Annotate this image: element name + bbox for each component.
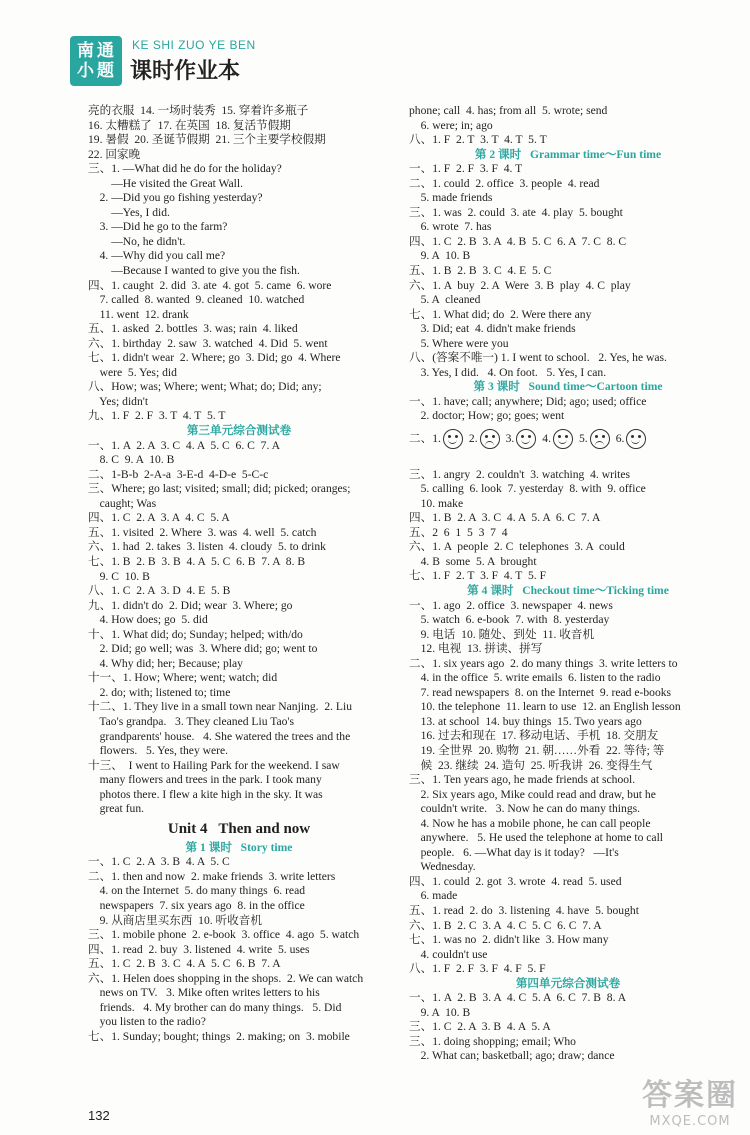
answer-line: 亮的衣服 14. 一场时装秀 15. 穿着许多瓶子 (88, 104, 309, 117)
answer-line: 七、1. Sunday; bought; things 2. making; on 3. mobile (88, 1029, 350, 1043)
answer-line: —He visited the Great Wall. (88, 176, 244, 190)
answer-line: phone; call 4. has; from all 5. wrote; send (409, 104, 608, 117)
answer-line: 四、1. B 2. A 3. C 4. A 5. A 6. C 7. A (409, 511, 601, 525)
smile-face-icon (516, 429, 536, 449)
answer-line: 三、1. mobile phone 2. e-book 3. office 4. ago 5. watch (88, 928, 360, 942)
answer-line: 9. 从商店里买东西 10. 听收音机 (88, 913, 262, 927)
answer-line: 六、1. birthday 2. saw 3. watched 4. Did 5. went (88, 336, 328, 350)
answer-line: 7. called 8. wanted 9. cleaned 10. watched (88, 293, 305, 307)
section-title: 第 4 课时 Checkout time～Ticking time (467, 583, 669, 597)
book-header (70, 30, 370, 90)
answer-line: 八、1. F 2. F 3. F 4. F 5. F (409, 962, 546, 976)
answer-line: 三、1. angry 2. couldn't 3. watching 4. writes (409, 467, 631, 481)
answer-line: 4. on the Internet 5. do many things 6. read (88, 884, 306, 898)
answer-line: 4. couldn't use (409, 947, 488, 961)
answer-line: 13. at school 14. buy things 15. Two years ago (409, 714, 642, 728)
answer-line: 6. were; in; ago (409, 118, 493, 132)
watermark-text: 答案圈 (642, 1078, 738, 1113)
answer-line: you listen to the radio? (88, 1015, 206, 1029)
answer-line: 一、1. A 2. B 3. A 4. C 5. A 6. C 7. B 8. A (409, 991, 627, 1005)
answer-line: —Yes, I did. (88, 205, 170, 219)
section-title: 第 2 课时 Grammar time～Fun time (474, 147, 662, 161)
answer-line: 5. calling 6. look 7. yesterday 8. with 9. office (409, 482, 646, 496)
answer-line: 5. Where were you (409, 336, 509, 350)
answer-line: 16. 过去和现在 17. 移动电话、手机 18. 交朋友 (409, 729, 659, 743)
unit-heading: Unit 4 Then and now (167, 820, 311, 837)
answer-line: great fun. (88, 802, 145, 816)
answer-line: people. 6. —What day is it today? —It's (409, 845, 619, 859)
answer-line: caught; Was (88, 496, 157, 510)
answer-line: 2. —Did you go fishing yesterday? (88, 191, 263, 205)
answer-line: 4. Why did; her; Because; play (88, 656, 243, 670)
answer-line: 十、1. What did; do; Sunday; helped; with/do (88, 627, 303, 641)
answer-line: 十一、1. How; Where; went; watch; did (88, 671, 278, 685)
publisher-logo (70, 36, 122, 86)
answer-line: 9. C 10. B (88, 569, 150, 583)
section-title: 第 1 课时 Story time (185, 840, 293, 854)
answer-line: 19. 暑假 20. 圣诞节假期 21. 三个主要学校假期 (88, 133, 326, 147)
answer-line: 一、1. have; call; anywhere; Did; ago; used; office (409, 394, 647, 408)
sad-face-icon (480, 429, 500, 449)
answer-line: 2. What can; basketball; ago; draw; dance (409, 1049, 615, 1063)
answer-line: 4. in the office 5. write emails 6. listen to the radio (409, 671, 661, 685)
answer-line: news on TV. 3. Mike often writes letters to his (88, 986, 320, 1000)
header-pinyin: KE SHI ZUO YE BEN (132, 38, 256, 52)
answer-line: 三、Where; go last; visited; small; did; picked; oranges; (88, 482, 351, 496)
answer-line: 九、1. F 2. F 3. T 4. T 5. T (88, 409, 226, 423)
answer-line: 5. made friends (409, 191, 493, 205)
answer-line: 三、1. —What did he do for the holiday? (88, 162, 282, 176)
logo-char: 题 (97, 61, 114, 81)
answer-line: 9. A 10. B (409, 1005, 471, 1019)
answer-line (409, 453, 727, 468)
answer-line: 十二、1. They live in a small town near Nanjing. 2. Liu (88, 700, 353, 714)
answer-line: 19. 全世界 20. 购物 21. 朝……外看 22. 等待; 等 (409, 743, 665, 757)
answer-line: anywhere. 5. He used the telephone at home to call (409, 831, 664, 845)
answer-line: 四、1. could 2. got 3. wrote 4. read 5. used (409, 874, 622, 888)
answer-line: 2. doctor; How; go; goes; went (409, 409, 565, 423)
answer-line: 五、1. B 2. B 3. C 4. E 5. C (409, 264, 552, 278)
answer-line: 一、1. ago 2. office 3. newspaper 4. news (409, 598, 613, 612)
emoji-row-label: 二、1. (409, 432, 441, 446)
emoji-item-number: 2. (468, 432, 478, 446)
emoji-item-number: 3. (505, 432, 515, 446)
answer-line: 6. wrote 7. has (409, 220, 492, 234)
answer-line: 候 23. 继续 24. 造句 25. 听我讲 26. 变得生气 (409, 758, 653, 772)
answer-column-right (409, 104, 727, 1064)
answer-line: 12. 电视 13. 拼读、拼写 (409, 642, 543, 656)
answer-line: 八、(答案不唯一) 1. I went to school. 2. Yes, he was. (409, 351, 667, 365)
answer-line: 三、1. doing shopping; email; Who (409, 1034, 576, 1048)
answer-line: 六、1. B 2. C 3. A 4. C 5. C 6. C 7. A (409, 918, 602, 932)
answer-line: 9. A 10. B (409, 249, 471, 263)
answer-line: 七、1. B 2. B 3. B 4. A 5. C 6. B 7. A 8. B (88, 554, 306, 568)
logo-char: 南 (77, 41, 94, 61)
answer-line: 4. B some 5. A brought (409, 554, 537, 568)
answer-line: 七、1. What did; do 2. Were there any (409, 307, 592, 321)
answer-line: 3. —Did he go to the farm? (88, 220, 228, 234)
header-title: 课时作业本 (130, 59, 241, 84)
answer-line: 一、1. C 2. A 3. B 4. A 5. C (88, 855, 230, 869)
answer-line: 二、1. then and now 2. make friends 3. write letters (88, 869, 336, 883)
answer-line: 22. 回家晚 (88, 147, 141, 161)
answer-line: 五、2 6 1 5 3 7 4 (409, 525, 508, 539)
answer-line: photos there. I flew a kite high in the sky. It was (88, 787, 323, 801)
answer-line: 4. How does; go 5. did (88, 613, 208, 627)
section-title: 第三单元综合测试卷 (186, 424, 292, 438)
answer-line: 9. 电话 10. 随处、到处 11. 收音机 (409, 627, 595, 641)
answer-line: 5. A cleaned (409, 293, 481, 307)
answer-line: 四、1. read 2. buy 3. listened 4. write 5. uses (88, 942, 310, 956)
answer-line: 四、1. caught 2. did 3. ate 4. got 5. came 6. wore (88, 278, 332, 292)
answer-line: couldn't write. 3. Now he can do many things. (409, 802, 641, 816)
page-number: 132 (88, 1108, 110, 1123)
answer-line: 九、1. didn't do 2. Did; wear 3. Where; go (88, 598, 293, 612)
answer-line: friends. 4. My brother can do many things. 5. Did (88, 1000, 342, 1014)
answer-line: 五、1. visited 2. Where 3. was 4. well 5. catch (88, 525, 317, 539)
answer-line: 八、1. C 2. A 3. D 4. E 5. B (88, 584, 231, 598)
answer-column-left (88, 104, 390, 1044)
answer-line: 六、1. Helen does shopping in the shops. 2. We can watch (88, 971, 364, 985)
answer-line: Yes; didn't (88, 394, 149, 408)
answer-line: 二、1. could 2. office 3. people 4. read (409, 176, 600, 190)
answer-line: 五、1. C 2. B 3. C 4. A 5. C 6. B 7. A (88, 957, 281, 971)
answer-line: 七、1. F 2. T 3. F 4. T 5. F (409, 569, 547, 583)
answer-line: 七、1. was no 2. didn't like 3. How many (409, 933, 609, 947)
smile-face-icon (443, 429, 463, 449)
emoji-item-number: 6. (615, 432, 625, 446)
section-title: 第 3 课时 Sound time～Cartoon time (473, 380, 663, 394)
logo-char: 小 (77, 61, 94, 81)
answer-line: 5. watch 6. e-book 7. with 8. yesterday (409, 613, 610, 627)
answer-line: many flowers and trees in the park. I took many (88, 773, 322, 787)
smile-face-icon (553, 429, 573, 449)
answer-line: 7. read newspapers 8. on the Internet 9. read e-books (409, 685, 672, 699)
answer-line: 6. made (409, 889, 458, 903)
answer-line: 10. the telephone 11. learn to use 12. an English lesson (409, 700, 681, 714)
answer-line: 2. Did; go well; was 3. Where did; go; went to (88, 642, 318, 656)
answer-line: 11. went 12. drank (88, 307, 189, 321)
answer-line: 2. do; with; listened to; time (88, 685, 231, 699)
answer-line: 16. 太糟糕了 17. 在英国 18. 复活节假期 (88, 118, 291, 132)
logo-char: 通 (97, 41, 114, 61)
answer-line: flowers. 5. Yes, they were. (88, 744, 229, 758)
site-watermark (642, 1070, 738, 1129)
answer-line: 四、1. C 2. B 3. A 4. B 5. C 6. A 7. C 8. C (409, 234, 627, 248)
answer-line: 3. Yes, I did. 4. On foot. 5. Yes, I can. (409, 365, 607, 379)
watermark-url: MXQE.COM (649, 1114, 731, 1129)
answer-line: 十三、 I went to Hailing Park for the weekend. I saw (88, 758, 340, 772)
emoji-item-number: 4. (542, 432, 551, 446)
sad-face-icon (590, 429, 610, 449)
answer-line: 三、1. C 2. A 3. B 4. A 5. A (409, 1020, 551, 1034)
answer-line: Tao's grandpa. 3. They cleaned Liu Tao's (88, 714, 295, 728)
answer-line: 八、1. F 2. T 3. T 4. T 5. T (409, 133, 547, 147)
answer-line: 二、1-B-b 2-A-a 3-E-d 4-D-e 5-C-c (88, 467, 269, 481)
answer-line: 六、1. A buy 2. A Were 3. B play 4. C play (409, 278, 631, 292)
emoji-answer-row (409, 424, 652, 453)
answer-line: 一、1. F 2. F 3. F 4. T (409, 162, 523, 176)
answer-line: 六、1. A people 2. C telephones 3. A could (409, 540, 625, 554)
answer-line: grandparents' house. 4. She watered the trees and the (88, 729, 351, 743)
answer-line: 七、1. didn't wear 2. Where; go 3. Did; go 4. Where (88, 351, 341, 365)
answer-line: were 5. Yes; did (88, 365, 177, 379)
answer-line: 五、1. asked 2. bottles 3. was; rain 4. liked (88, 322, 298, 336)
answer-line: —No, he didn't. (88, 234, 186, 248)
answer-line: 五、1. read 2. do 3. listening 4. have 5. bought (409, 903, 639, 917)
answer-line: 2. Six years ago, Mike could read and draw, but he (409, 787, 656, 801)
answer-line: 一、1. A 2. A 3. C 4. A 5. C 6. C 7. A (88, 438, 280, 452)
answer-line: 三、1. was 2. could 3. ate 4. play 5. bought (409, 205, 623, 219)
answer-line: 10. make (409, 496, 464, 510)
smile-face-icon (626, 429, 646, 449)
answer-line: Wednesday. (409, 860, 476, 874)
answer-line: —Because I wanted to give you the fish. (88, 264, 300, 278)
section-title: 第四单元综合测试卷 (515, 976, 621, 990)
answer-line: 八、How; was; Where; went; What; do; Did; any; (88, 380, 322, 394)
answer-line: 四、1. C 2. A 3. A 4. C 5. A (88, 511, 230, 525)
answer-line: 六、1. had 2. takes 3. listen 4. cloudy 5. to drink (88, 540, 326, 554)
answer-line: 二、1. six years ago 2. do many things 3. write letters to (409, 656, 678, 670)
answer-line: 三、1. Ten years ago, he made friends at school. (409, 773, 636, 787)
answer-line: 3. Did; eat 4. didn't make friends (409, 322, 576, 336)
answer-line: 8. C 9. A 10. B (88, 453, 175, 467)
answer-line: 4. —Why did you call me? (88, 249, 226, 263)
emoji-item-number: 5. (579, 432, 588, 446)
answer-line: 4. Now he has a mobile phone, he can call people (409, 816, 651, 830)
answer-line: newspapers 7. six years ago 8. in the office (88, 898, 305, 912)
